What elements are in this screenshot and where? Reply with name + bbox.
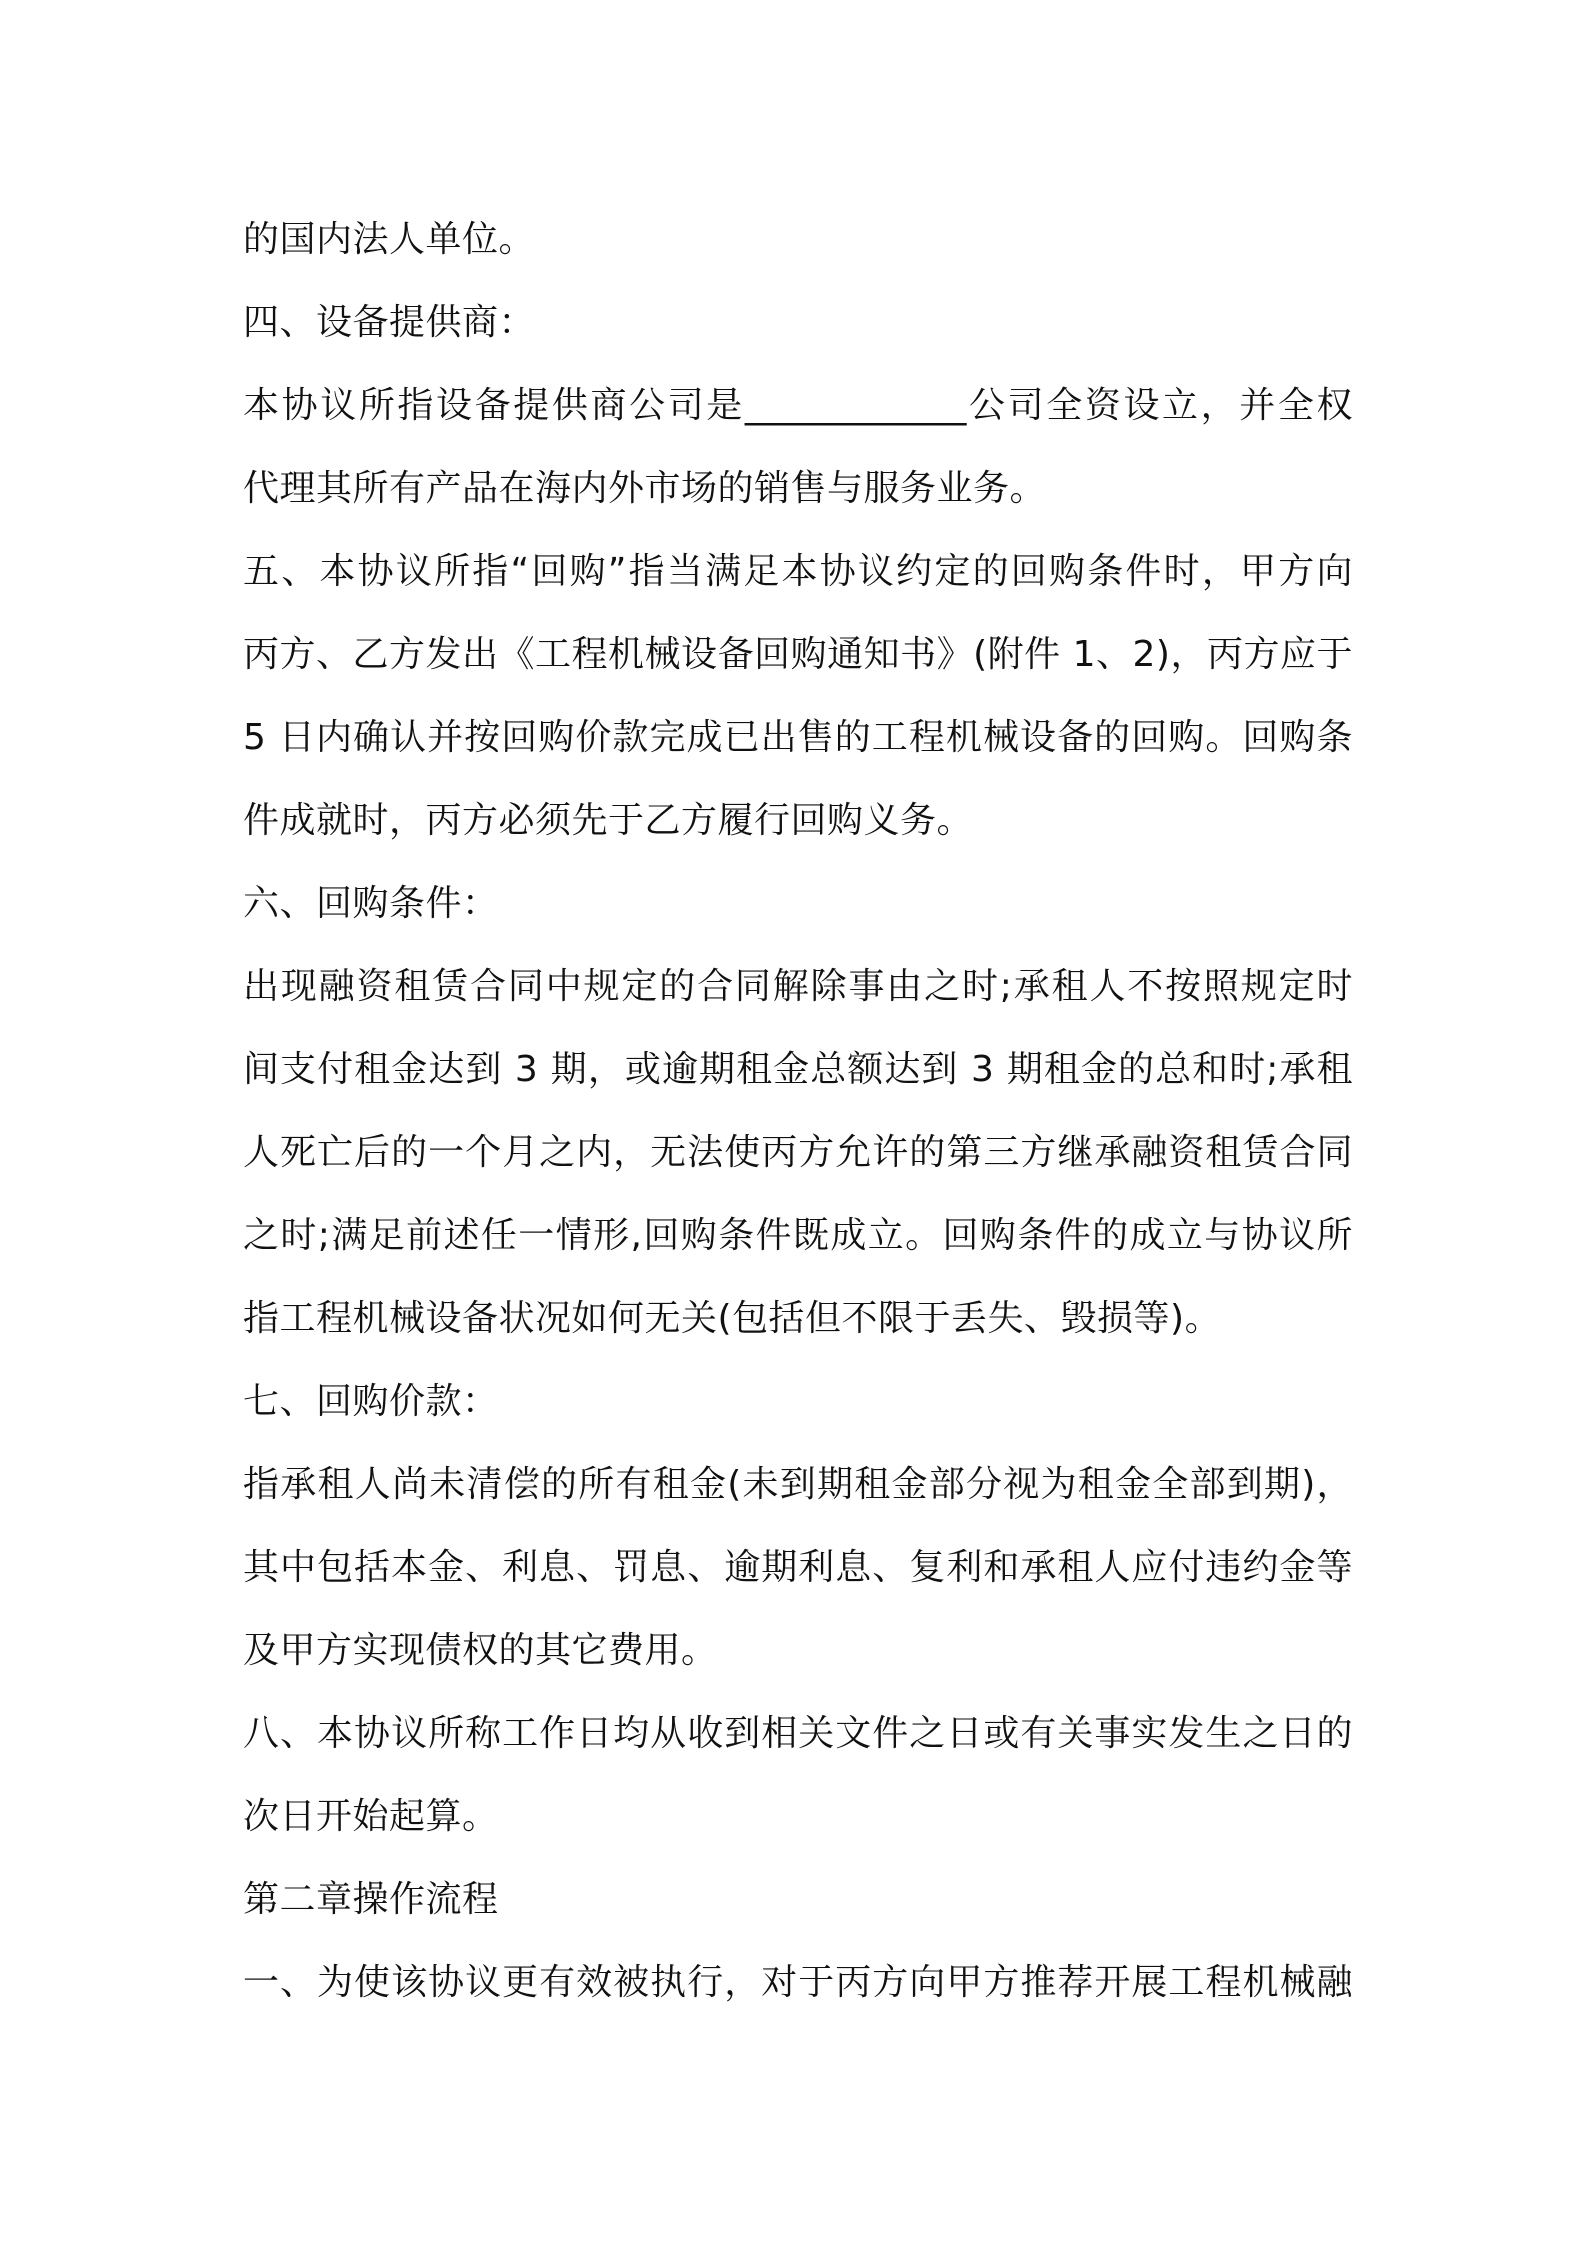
text-line: 指工程机械设备状况如何无关(包括但不限于丢失、毁损等)。 [243,1298,1222,1339]
text-line: 人死亡后的一个月之内，无法使丙方允许的第三方继承融资租赁合同 [243,1132,1353,1173]
text-line: 一、为使该协议更有效被执行，对于丙方向甲方推荐开展工程机械融 [243,1962,1353,2003]
text-line: 五、本协议所指“回购”指当满足本协议约定的回购条件时，甲方向 [243,551,1353,592]
text-line: 5 日内确认并按回购价款完成已出售的工程机械设备的回购。回购条 [243,717,1353,758]
text-line: 间支付租金达到 3 期，或逾期租金总额达到 3 期租金的总和时;承租 [243,1049,1353,1090]
text-line: 出现融资租赁合同中规定的合同解除事由之时;承租人不按照规定时 [243,966,1353,1007]
section-heading: 七、回购价款： [243,1381,499,1422]
text-line: 八、本协议所称工作日均从收到相关文件之日或有关事实发生之日的 [243,1713,1353,1754]
text-line: 的国内法人单位。 [243,219,536,260]
text-line: 之时;满足前述任一情形,回购条件既成立。回购条件的成立与协议所 [243,1215,1353,1256]
text-line: 丙方、乙方发出《工程机械设备回购通知书》(附件 1、2)，丙方应于 [243,634,1353,675]
text-line: 代理其所有产品在海内外市场的销售与服务业务。 [243,468,1047,509]
chapter-heading: 第二章操作流程 [243,1879,499,1920]
text-line: 本协议所指设备提供商公司是____________公司全资设立，并全权 [243,385,1353,426]
section-heading: 六、回购条件： [243,883,499,924]
section-heading: 四、设备提供商： [243,302,536,343]
text-line: 及甲方实现债权的其它费用。 [243,1630,718,1671]
text-line: 其中包括本金、利息、罚息、逾期利息、复利和承租人应付违约金等 [243,1547,1353,1588]
document-body [243,198,1353,2024]
text-line: 指承租人尚未清偿的所有租金(未到期租金部分视为租金全部到期)， [243,1464,1353,1505]
text-line: 次日开始起算。 [243,1796,499,1837]
text-line: 件成就时，丙方必须先于乙方履行回购义务。 [243,800,974,841]
